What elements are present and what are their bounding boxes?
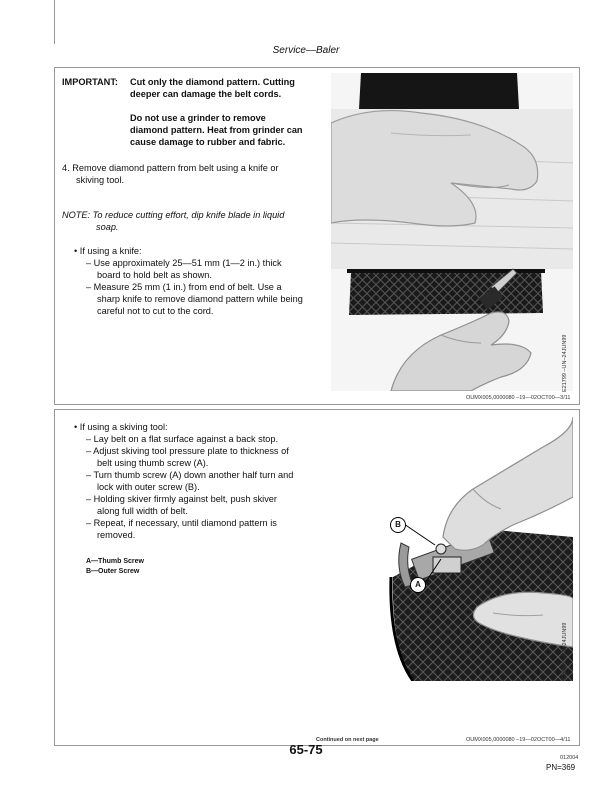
important-text-2: deeper can damage the belt cords. — [130, 89, 282, 99]
skiving-step-1: – Lay belt on a flat surface against a back stop. — [86, 434, 279, 444]
note-line-1: NOTE: To reduce cutting effort, dip knife blade in liquid — [62, 210, 285, 220]
footer-pn: PN=369 — [546, 763, 576, 772]
knife-step-2b: sharp knife to remove diamond pattern while being — [97, 294, 303, 304]
important-text-5: cause damage to rubber and fabric. — [130, 137, 286, 147]
legend-a: A—Thumb Screw — [86, 558, 144, 565]
header-vertical-rule — [54, 0, 55, 44]
skiving-bullet: • If using a skiving tool: — [74, 422, 168, 432]
photo-2-id: E36823 –UN–24JUN99 — [562, 622, 568, 680]
continued-notice: Continued on next page — [316, 737, 379, 743]
callout-b: B — [390, 517, 406, 533]
skiving-step-2b: belt using thumb screw (A). — [97, 458, 209, 468]
knife-cutting-photo — [331, 73, 573, 391]
skiving-step-5b: removed. — [97, 530, 136, 540]
knife-photo-illustration — [331, 73, 573, 391]
skiving-tool-photo — [373, 417, 573, 681]
knife-step-1a: – Use approximately 25—51 mm (1—2 in.) thick — [86, 258, 282, 268]
skiving-step-5a: – Repeat, if necessary, until diamond pattern is — [86, 518, 277, 528]
skiving-step-3b: lock with outer screw (B). — [97, 482, 200, 492]
knife-step-2: – Measure 25 mm (1 in.) from end of belt. Use a — [86, 282, 282, 292]
knife-bullet: • If using a knife: — [74, 246, 142, 256]
skiving-step-4a: – Holding skiver firmly against belt, push skiver — [86, 494, 277, 504]
knife-step-1b: board to hold belt as shown. — [97, 270, 212, 280]
footer-code: 012004 — [560, 755, 579, 761]
section-2-reference: OUMX005,0000080 –19—02OCT00—4/11 — [466, 737, 571, 743]
skiving-photo-illustration — [373, 417, 573, 681]
section-1-reference: OUMX005,0000080 –19—02OCT00—3/11 — [466, 395, 571, 401]
step-4-line-1: 4. Remove diamond pattern from belt using a knife or — [62, 163, 279, 173]
skiving-step-2a: – Adjust skiving tool pressure plate to thickness of — [86, 446, 289, 456]
important-label: IMPORTANT: — [62, 77, 118, 87]
running-head: Service—Baler — [272, 45, 340, 56]
callout-a: A — [410, 577, 426, 593]
skiving-step-4b: along full width of belt. — [97, 506, 188, 516]
note-line-2: soap. — [96, 222, 119, 232]
legend-b: B—Outer Screw — [86, 568, 140, 575]
important-text-1: Cut only the diamond pattern. Cutting — [130, 77, 295, 87]
step-4-line-2: skiving tool. — [76, 175, 125, 185]
photo-1-id: E21799 –UN–24JUN99 — [562, 334, 568, 392]
important-text-3: Do not use a grinder to remove — [130, 113, 266, 123]
skiving-step-3a: – Turn thumb screw (A) down another half turn and — [86, 470, 294, 480]
knife-step-2c: careful not to cut to the cord. — [97, 306, 214, 316]
page-number: 65-75 — [289, 742, 323, 757]
important-text-4: diamond pattern. Heat from grinder can — [130, 125, 303, 135]
